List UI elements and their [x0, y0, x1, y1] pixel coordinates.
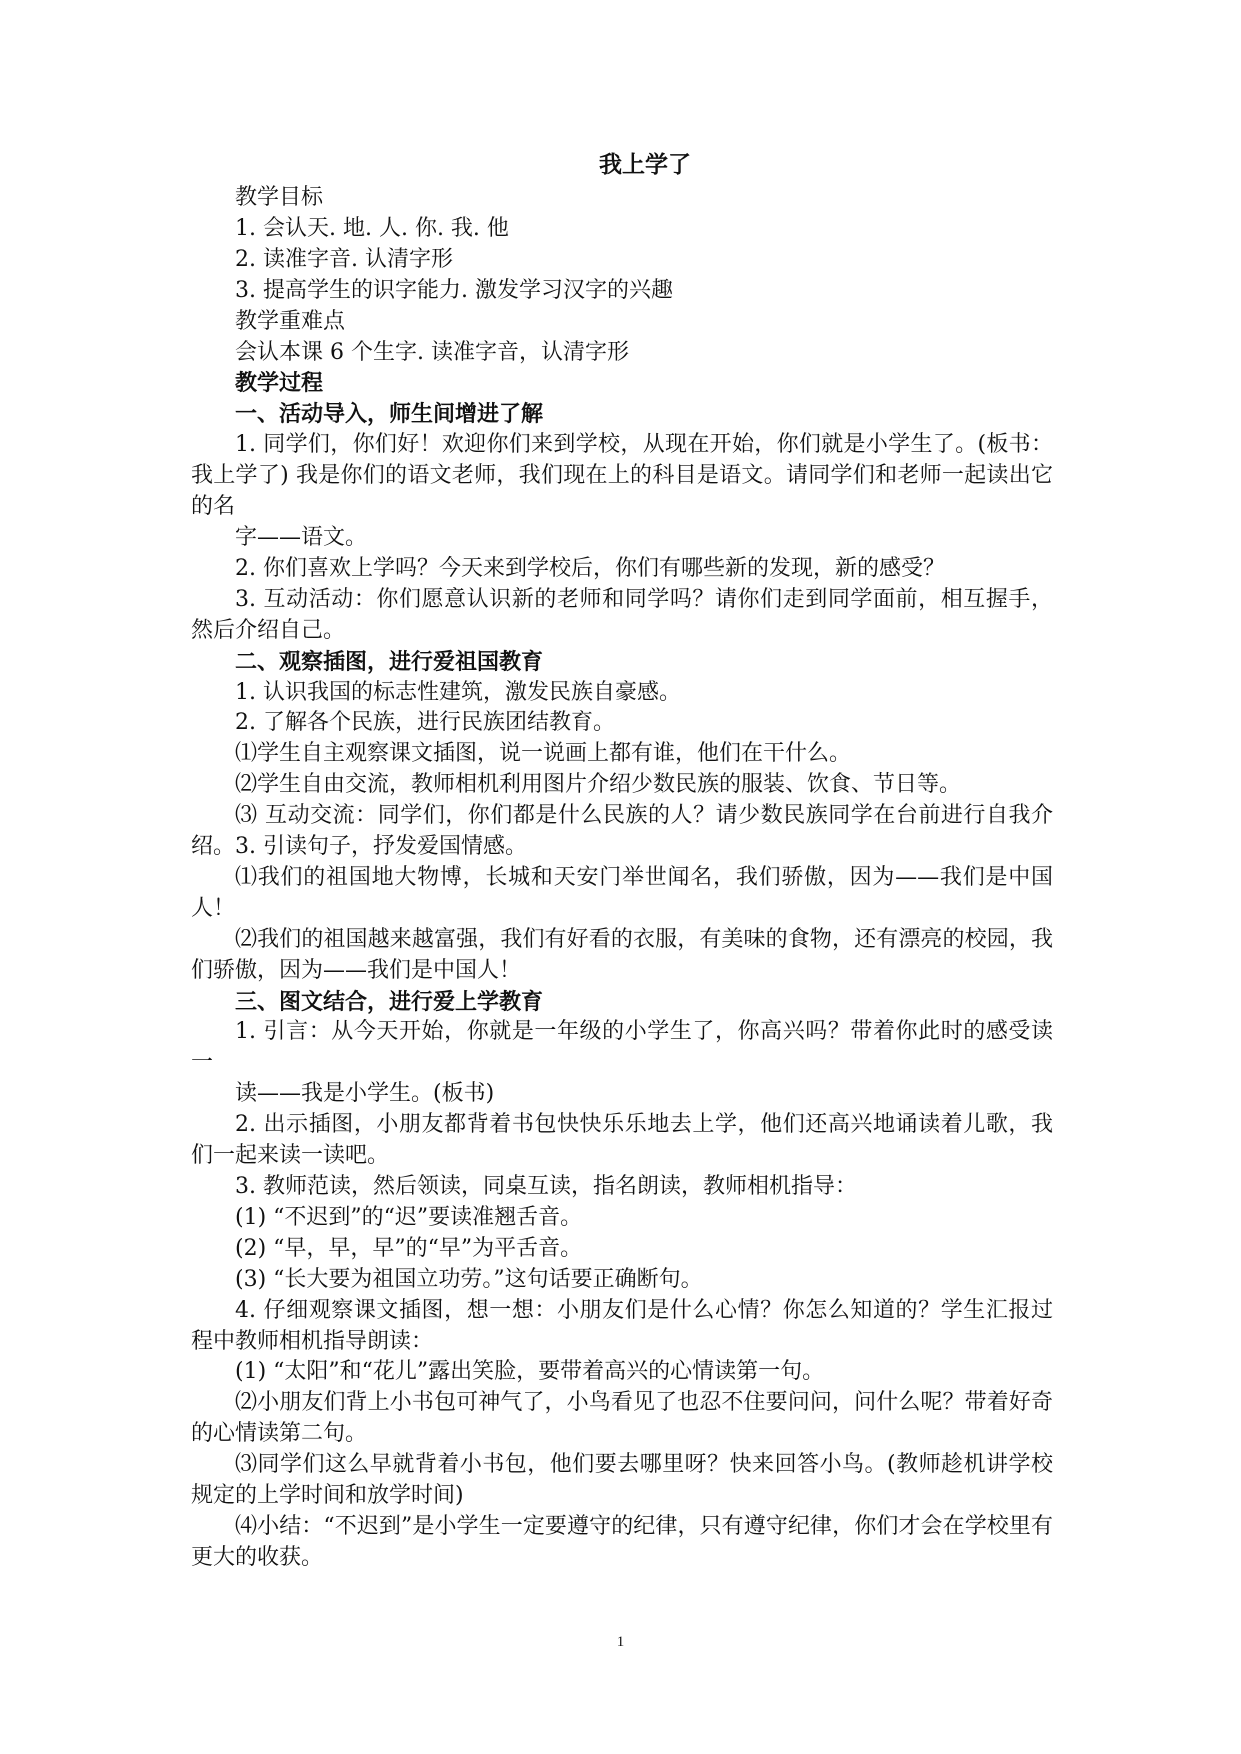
section-heading: 教学过程	[235, 370, 324, 397]
section-heading: 一、活动导入，师生间增进了解	[235, 401, 544, 428]
paragraph: ⑴学生自主观察课文插图，说一说画上都有谁，他们在干什么。	[235, 741, 852, 767]
paragraph: 2. 了解各个民族，进行民族团结教育。	[235, 710, 615, 736]
paragraph: (1) “不迟到”的“迟”要读准翘舌音。	[235, 1204, 583, 1230]
document-title: 我上学了	[599, 151, 691, 178]
paragraph: 字——语文。	[235, 524, 368, 550]
paragraph: 1. 引言：从今天开始，你就是一年级的小学生了，你高兴吗？带着你此时的感受读一	[191, 1019, 1053, 1076]
paragraph: 读——我是小学生。(板书)	[235, 1081, 495, 1107]
paragraph: ⑵我们的祖国越来越富强，我们有好看的衣服，有美味的食物，还有漂亮的校园，我们骄傲，因为——我们是中国人！	[191, 926, 1053, 983]
paragraph: (3) “长大要为祖国立功劳。”这句话要正确断句。	[235, 1266, 703, 1292]
paragraph: 2. 出示插图，小朋友都背着书包快快乐乐地去上学，他们还高兴地诵读着儿歌，我们一起来读一读吧。	[191, 1112, 1053, 1169]
paragraph: 4. 仔细观察课文插图，想一想：小朋友们是什么心情？你怎么知道的？学生汇报过程中教师相机指导朗读：	[191, 1297, 1053, 1354]
page-number: 1	[616, 1634, 625, 1650]
paragraph: ⑴我们的祖国地大物博，长城和天安门举世闻名，我们骄傲，因为——我们是中国人！	[191, 864, 1053, 921]
paragraph: 1. 认识我国的标志性建筑，激发民族自豪感。	[235, 679, 681, 705]
paragraph: ⑵学生自由交流，教师相机利用图片介绍少数民族的服装、饮食、节日等。	[235, 772, 962, 798]
paragraph: ⑶ 互动交流：同学们，你们都是什么民族的人？请少数民族同学在台前进行自我介绍。3. 引读句子，抒发爱国情感。	[191, 803, 1053, 860]
paragraph: 教学目标	[235, 185, 324, 210]
paragraph: 会认本课 6 个生字. 读准字音，认清字形	[235, 339, 629, 365]
paragraph: (2) “早，早，早”的“早”为平舌音。	[235, 1235, 583, 1261]
paragraph: 2. 你们喜欢上学吗？今天来到学校后，你们有哪些新的发现，新的感受？	[235, 555, 945, 581]
paragraph: ⑵小朋友们背上小书包可神气了，小鸟看见了也忍不住要问问，问什么呢？带着好奇的心情读第二句。	[191, 1390, 1053, 1447]
paragraph: 1. 同学们，你们好！欢迎你们来到学校，从现在开始，你们就是小学生了。(板书：我上学了) 我是你们的语文老师，我们现在上的科目是语文。请同学们和老师一起读出它的名	[191, 432, 1053, 520]
paragraph: 教学重难点	[235, 308, 346, 334]
paragraph: (1) “太阳”和“花儿”露出笑脸，要带着高兴的心情读第一句。	[235, 1359, 825, 1385]
paragraph: 1. 会认天. 地. 人. 你. 我. 他	[235, 215, 509, 241]
document-body	[191, 183, 1053, 1574]
section-heading: 三、图文结合，进行爱上学教育	[235, 988, 544, 1015]
paragraph: ⑷小结：“不迟到”是小学生一定要遵守的纪律，只有遵守纪律，你们才会在学校里有更大的收获。	[191, 1513, 1053, 1570]
paragraph: 3. 提高学生的识字能力. 激发学习汉字的兴趣	[235, 277, 673, 303]
paragraph: 2. 读准字音. 认清字形	[235, 246, 453, 272]
paragraph: 3. 互动活动：你们愿意认识新的老师和同学吗？请你们走到同学面前，相互握手，然后介绍自己。	[191, 586, 1053, 643]
paragraph: ⑶同学们这么早就背着小书包，他们要去哪里呀？快来回答小鸟。(教师趁机讲学校规定的上学时间和放学时间)	[191, 1452, 1053, 1509]
section-heading: 二、观察插图，进行爱祖国教育	[235, 648, 544, 675]
paragraph: 3. 教师范读，然后领读，同桌互读，指名朗读，教师相机指导：	[235, 1174, 857, 1199]
